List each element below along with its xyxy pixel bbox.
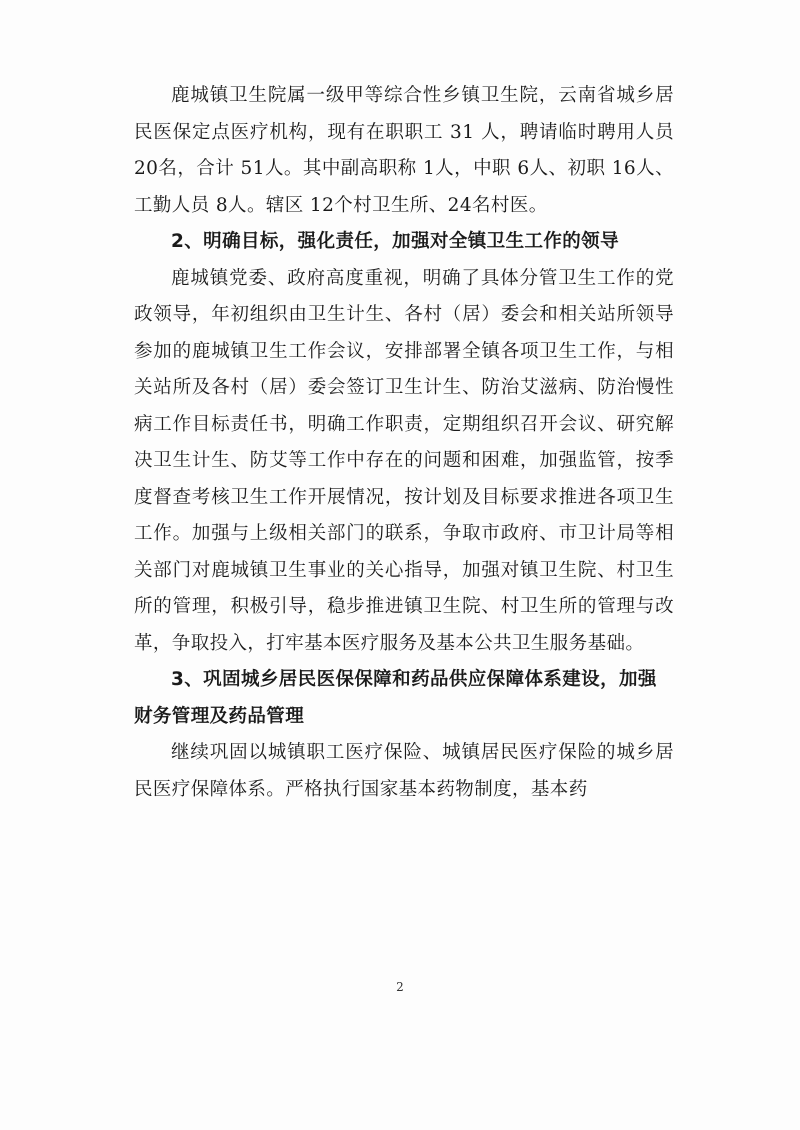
document-body <box>134 78 674 808</box>
page-number: 2 <box>396 980 404 994</box>
paragraph-staffing: 鹿城镇卫生院属一级甲等综合性乡镇卫生院，云南省城乡居民医保定点医疗机构，现有在职职工 31 人，聘请临时聘用人员 20名，合计 51人。其中副高职称 1人，中职 6人、初职 16人、工勤人员 8人。辖区 12个村卫生所、24名村医。 <box>134 85 674 216</box>
paragraph-leadership: 鹿城镇党委、政府高度重视，明确了具体分管卫生工作的党政领导，年初组织由卫生计生、各村（居）委会和相关站所领导参加的鹿城镇卫生工作会议，安排部署全镇各项卫生工作，与相关站所及各村（居）委会签订卫生计生、防治艾滋病、防治慢性病工作目标责任书，明确工作职责，定期组织召开会议、研究解决卫生计生、防艾等工作中存在的问题和困难，加强监管，按季度督查考核卫生工作开展情况，按计划及目标要求推进各项卫生工作。加强与上级相关部门的联系，争取市政府、市卫计局等相关部门对鹿城镇卫生事业的关心指导，加强对镇卫生院、村卫生所的管理，积极引导，稳步推进镇卫生院、村卫生所的管理与改革，争取投入，打牢基本医疗服务及基本公共卫生服务基础。 <box>134 267 674 654</box>
paragraph-insurance: 继续巩固以城镇职工医疗保险、城镇居民医疗保险的城乡居民医疗保障体系。严格执行国家基本药物制度，基本药 <box>134 742 674 800</box>
section-heading-3: 3、巩固城乡居民医保保障和药品供应保障体系建设，加强财务管理及药品管理 <box>134 669 657 727</box>
section-heading-2: 2、明确目标，强化责任，加强对全镇卫生工作的领导 <box>171 231 619 252</box>
